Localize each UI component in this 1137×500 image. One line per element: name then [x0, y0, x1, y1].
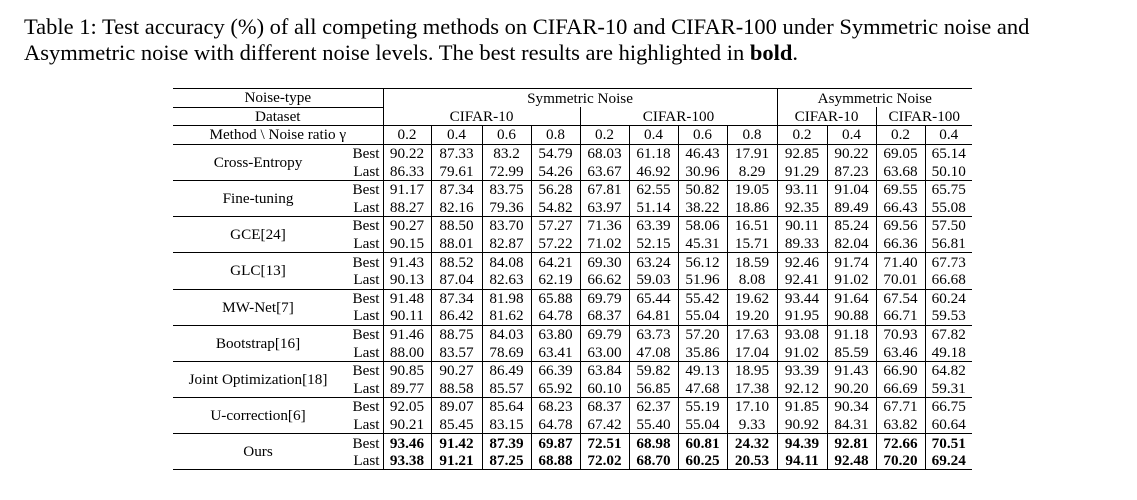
value-cell: 90.15 — [383, 235, 431, 253]
method-name: Cross-Entropy — [173, 144, 343, 180]
caption-text: Table 1: Test accuracy (%) of all competing methods on CIFAR-10 and CIFAR-100 under Symmetric noise and Asymmetric noise with different noise levels. The best results are highlighted in — [24, 14, 1030, 65]
value-cell: 70.20 — [876, 452, 925, 470]
value-cell: 91.02 — [777, 343, 827, 361]
caption-bold-word: bold — [749, 40, 793, 65]
dataset-label: Dataset — [173, 107, 383, 126]
value-cell: 63.97 — [580, 199, 629, 217]
value-cell: 64.82 — [925, 361, 972, 379]
asym-cifar10-header: CIFAR-10 — [777, 107, 876, 126]
value-cell: 89.77 — [383, 380, 431, 398]
value-cell: 46.92 — [629, 162, 678, 180]
value-cell: 94.39 — [777, 434, 827, 452]
value-cell: 91.74 — [827, 253, 876, 271]
table-row — [173, 217, 972, 235]
value-cell: 69.55 — [876, 180, 925, 198]
noise-ratio-cell: 0.4 — [925, 126, 972, 145]
dataset-row — [173, 107, 972, 126]
value-cell: 79.61 — [431, 162, 482, 180]
method-name: Ours — [173, 434, 343, 470]
results-table — [173, 88, 972, 470]
value-cell: 66.68 — [925, 271, 972, 289]
value-cell: 88.50 — [431, 217, 482, 235]
value-cell: 67.54 — [876, 289, 925, 307]
value-cell: 69.79 — [580, 325, 629, 343]
value-cell: 62.19 — [531, 271, 580, 289]
value-cell: 19.05 — [727, 180, 777, 198]
noise-type-row — [173, 89, 972, 108]
last-label: Last — [343, 416, 383, 434]
best-label: Best — [352, 362, 380, 380]
value-cell: 85.45 — [431, 416, 482, 434]
value-cell: 90.85 — [383, 361, 431, 379]
value-cell: 72.99 — [482, 162, 531, 180]
value-cell: 89.49 — [827, 199, 876, 217]
value-cell: 90.27 — [431, 361, 482, 379]
best-label: Best — [352, 434, 380, 452]
value-cell: 63.84 — [580, 361, 629, 379]
value-cell: 30.96 — [678, 162, 727, 180]
value-cell: 18.59 — [727, 253, 777, 271]
value-cell: 57.50 — [925, 217, 972, 235]
value-cell: 19.20 — [727, 307, 777, 325]
value-cell: 24.32 — [727, 434, 777, 452]
value-cell: 66.71 — [876, 307, 925, 325]
value-cell: 71.40 — [876, 253, 925, 271]
value-cell: 84.03 — [482, 325, 531, 343]
noise-type-label: Noise-type — [173, 89, 383, 108]
value-cell: 8.08 — [727, 271, 777, 289]
noise-ratio-cell: 0.2 — [876, 126, 925, 145]
noise-ratio-cell: 0.6 — [678, 126, 727, 145]
value-cell: 17.91 — [727, 144, 777, 162]
value-cell: 82.87 — [482, 235, 531, 253]
value-cell: 91.43 — [383, 253, 431, 271]
value-cell: 92.41 — [777, 271, 827, 289]
value-cell: 92.85 — [777, 144, 827, 162]
value-cell: 65.14 — [925, 144, 972, 162]
best-label: Best — [352, 145, 380, 163]
value-cell: 62.55 — [629, 180, 678, 198]
value-cell: 51.96 — [678, 271, 727, 289]
value-cell: 66.75 — [925, 398, 972, 416]
table-row — [173, 325, 972, 343]
value-cell: 63.39 — [629, 217, 678, 235]
value-cell: 47.08 — [629, 343, 678, 361]
value-cell: 17.10 — [727, 398, 777, 416]
value-cell: 91.29 — [777, 162, 827, 180]
method-name: U-correction[6] — [173, 398, 343, 434]
table-row — [173, 361, 972, 379]
value-cell: 9.33 — [727, 416, 777, 434]
value-cell: 90.11 — [383, 307, 431, 325]
value-cell: 86.42 — [431, 307, 482, 325]
value-cell: 49.13 — [678, 361, 727, 379]
value-cell: 87.34 — [431, 289, 482, 307]
method-name: MW-Net[7] — [173, 289, 343, 325]
value-cell: 69.24 — [925, 452, 972, 470]
value-cell: 8.29 — [727, 162, 777, 180]
table-caption — [24, 14, 1119, 66]
value-cell: 83.15 — [482, 416, 531, 434]
value-cell: 60.10 — [580, 380, 629, 398]
best-label: Best — [352, 398, 380, 416]
value-cell: 52.15 — [629, 235, 678, 253]
value-cell: 66.39 — [531, 361, 580, 379]
caption-suffix: . — [792, 40, 799, 65]
table-row — [173, 144, 972, 162]
value-cell: 69.05 — [876, 144, 925, 162]
value-cell: 64.21 — [531, 253, 580, 271]
value-cell: 51.14 — [629, 199, 678, 217]
value-cell: 67.82 — [925, 325, 972, 343]
value-cell: 18.95 — [727, 361, 777, 379]
value-cell: 90.88 — [827, 307, 876, 325]
table-row — [173, 434, 972, 452]
value-cell: 15.71 — [727, 235, 777, 253]
value-cell: 35.86 — [678, 343, 727, 361]
value-cell: 70.51 — [925, 434, 972, 452]
value-cell: 72.51 — [580, 434, 629, 452]
value-cell: 69.79 — [580, 289, 629, 307]
last-label: Last — [343, 343, 383, 361]
last-label: Last — [343, 235, 383, 253]
last-label: Last — [343, 452, 383, 470]
value-cell: 90.21 — [383, 416, 431, 434]
value-cell: 67.71 — [876, 398, 925, 416]
value-cell: 82.16 — [431, 199, 482, 217]
value-cell: 55.04 — [678, 307, 727, 325]
method-name: GCE[24] — [173, 217, 343, 253]
value-cell: 83.70 — [482, 217, 531, 235]
value-cell: 63.82 — [876, 416, 925, 434]
value-cell: 68.98 — [629, 434, 678, 452]
value-cell: 83.75 — [482, 180, 531, 198]
value-cell: 90.22 — [383, 144, 431, 162]
value-cell: 66.90 — [876, 361, 925, 379]
value-cell: 54.82 — [531, 199, 580, 217]
value-cell: 91.17 — [383, 180, 431, 198]
value-cell: 58.06 — [678, 217, 727, 235]
value-cell: 90.27 — [383, 217, 431, 235]
value-cell: 92.48 — [827, 452, 876, 470]
value-cell: 59.53 — [925, 307, 972, 325]
value-cell: 56.28 — [531, 180, 580, 198]
method-name: Joint Optimization[18] — [173, 361, 343, 397]
value-cell: 82.63 — [482, 271, 531, 289]
value-cell: 63.00 — [580, 343, 629, 361]
noise-ratio-cell: 0.2 — [580, 126, 629, 145]
value-cell: 94.11 — [777, 452, 827, 470]
noise-ratio-cell: 0.8 — [531, 126, 580, 145]
value-cell: 91.42 — [431, 434, 482, 452]
value-cell: 54.79 — [531, 144, 580, 162]
value-cell: 66.43 — [876, 199, 925, 217]
noise-ratio-cell: 0.2 — [383, 126, 431, 145]
value-cell: 63.73 — [629, 325, 678, 343]
value-cell: 68.37 — [580, 398, 629, 416]
value-cell: 87.04 — [431, 271, 482, 289]
value-cell: 18.86 — [727, 199, 777, 217]
value-cell: 56.85 — [629, 380, 678, 398]
value-cell: 91.43 — [827, 361, 876, 379]
method-noise-ratio-label: Method \ Noise ratio γ — [173, 126, 383, 145]
best-label: Best — [352, 217, 380, 235]
value-cell: 17.38 — [727, 380, 777, 398]
value-cell: 90.11 — [777, 217, 827, 235]
value-cell: 87.25 — [482, 452, 531, 470]
value-cell: 68.23 — [531, 398, 580, 416]
noise-ratio-cell: 0.2 — [777, 126, 827, 145]
noise-ratio-cell: 0.6 — [482, 126, 531, 145]
value-cell: 47.68 — [678, 380, 727, 398]
value-cell: 50.10 — [925, 162, 972, 180]
value-cell: 55.40 — [629, 416, 678, 434]
value-cell: 84.08 — [482, 253, 531, 271]
value-cell: 90.34 — [827, 398, 876, 416]
value-cell: 65.88 — [531, 289, 580, 307]
value-cell: 87.23 — [827, 162, 876, 180]
last-label: Last — [343, 199, 383, 217]
method-name: GLC[13] — [173, 253, 343, 289]
value-cell: 38.22 — [678, 199, 727, 217]
value-cell: 90.13 — [383, 271, 431, 289]
value-cell: 60.25 — [678, 452, 727, 470]
value-cell: 60.24 — [925, 289, 972, 307]
value-cell: 57.20 — [678, 325, 727, 343]
value-cell: 70.01 — [876, 271, 925, 289]
value-cell: 91.95 — [777, 307, 827, 325]
value-cell: 88.01 — [431, 235, 482, 253]
value-cell: 63.46 — [876, 343, 925, 361]
asymmetric-noise-header: Asymmetric Noise — [777, 89, 972, 108]
value-cell: 91.85 — [777, 398, 827, 416]
value-cell: 61.18 — [629, 144, 678, 162]
value-cell: 92.05 — [383, 398, 431, 416]
value-cell: 19.62 — [727, 289, 777, 307]
value-cell: 60.64 — [925, 416, 972, 434]
value-cell: 72.66 — [876, 434, 925, 452]
table-row — [173, 180, 972, 198]
value-cell: 88.52 — [431, 253, 482, 271]
value-cell: 65.44 — [629, 289, 678, 307]
value-cell: 60.81 — [678, 434, 727, 452]
value-cell: 59.03 — [629, 271, 678, 289]
value-cell: 64.78 — [531, 307, 580, 325]
value-cell: 72.02 — [580, 452, 629, 470]
value-cell: 79.36 — [482, 199, 531, 217]
value-cell: 91.64 — [827, 289, 876, 307]
best-label: Best — [352, 253, 380, 271]
table-row — [173, 253, 972, 271]
value-cell: 46.43 — [678, 144, 727, 162]
value-cell: 49.18 — [925, 343, 972, 361]
value-cell: 64.81 — [629, 307, 678, 325]
value-cell: 85.64 — [482, 398, 531, 416]
value-cell: 93.11 — [777, 180, 827, 198]
value-cell: 88.27 — [383, 199, 431, 217]
value-cell: 56.12 — [678, 253, 727, 271]
value-cell: 85.24 — [827, 217, 876, 235]
value-cell: 91.21 — [431, 452, 482, 470]
value-cell: 91.18 — [827, 325, 876, 343]
value-cell: 88.58 — [431, 380, 482, 398]
value-cell: 86.49 — [482, 361, 531, 379]
value-cell: 20.53 — [727, 452, 777, 470]
value-cell: 57.22 — [531, 235, 580, 253]
value-cell: 68.70 — [629, 452, 678, 470]
value-cell: 56.81 — [925, 235, 972, 253]
value-cell: 63.68 — [876, 162, 925, 180]
method-name: Fine-tuning — [173, 180, 343, 216]
value-cell: 85.57 — [482, 380, 531, 398]
value-cell: 66.36 — [876, 235, 925, 253]
value-cell: 93.39 — [777, 361, 827, 379]
value-cell: 68.88 — [531, 452, 580, 470]
value-cell: 93.38 — [383, 452, 431, 470]
last-label: Last — [343, 307, 383, 325]
value-cell: 78.69 — [482, 343, 531, 361]
value-cell: 65.92 — [531, 380, 580, 398]
value-cell: 63.80 — [531, 325, 580, 343]
value-cell: 63.67 — [580, 162, 629, 180]
value-cell: 66.69 — [876, 380, 925, 398]
last-label: Last — [343, 380, 383, 398]
value-cell: 85.59 — [827, 343, 876, 361]
value-cell: 70.93 — [876, 325, 925, 343]
method-name: Bootstrap[16] — [173, 325, 343, 361]
value-cell: 90.92 — [777, 416, 827, 434]
value-cell: 16.51 — [727, 217, 777, 235]
value-cell: 63.41 — [531, 343, 580, 361]
value-cell: 83.57 — [431, 343, 482, 361]
value-cell: 92.81 — [827, 434, 876, 452]
value-cell: 67.42 — [580, 416, 629, 434]
value-cell: 66.62 — [580, 271, 629, 289]
value-cell: 67.73 — [925, 253, 972, 271]
noise-ratio-cell: 0.4 — [431, 126, 482, 145]
value-cell: 87.33 — [431, 144, 482, 162]
symmetric-noise-header: Symmetric Noise — [383, 89, 777, 108]
best-label: Best — [352, 326, 380, 344]
value-cell: 81.62 — [482, 307, 531, 325]
value-cell: 86.33 — [383, 162, 431, 180]
value-cell: 62.37 — [629, 398, 678, 416]
value-cell: 90.22 — [827, 144, 876, 162]
value-cell: 45.31 — [678, 235, 727, 253]
value-cell: 69.30 — [580, 253, 629, 271]
value-cell: 17.63 — [727, 325, 777, 343]
value-cell: 91.02 — [827, 271, 876, 289]
value-cell: 89.07 — [431, 398, 482, 416]
value-cell: 59.82 — [629, 361, 678, 379]
value-cell: 82.04 — [827, 235, 876, 253]
value-cell: 91.48 — [383, 289, 431, 307]
value-cell: 93.46 — [383, 434, 431, 452]
value-cell: 91.04 — [827, 180, 876, 198]
value-cell: 89.33 — [777, 235, 827, 253]
table-row — [173, 289, 972, 307]
value-cell: 55.19 — [678, 398, 727, 416]
value-cell: 92.35 — [777, 199, 827, 217]
table-row — [173, 398, 972, 416]
noise-ratio-cell: 0.8 — [727, 126, 777, 145]
last-label: Last — [343, 162, 383, 180]
noise-ratio-row — [173, 126, 972, 145]
value-cell: 88.75 — [431, 325, 482, 343]
value-cell: 59.31 — [925, 380, 972, 398]
value-cell: 92.12 — [777, 380, 827, 398]
last-label: Last — [343, 271, 383, 289]
value-cell: 69.87 — [531, 434, 580, 452]
noise-ratio-cell: 0.4 — [629, 126, 678, 145]
value-cell: 84.31 — [827, 416, 876, 434]
value-cell: 68.37 — [580, 307, 629, 325]
value-cell: 71.02 — [580, 235, 629, 253]
value-cell: 68.03 — [580, 144, 629, 162]
value-cell: 87.39 — [482, 434, 531, 452]
value-cell: 93.44 — [777, 289, 827, 307]
value-cell: 67.81 — [580, 180, 629, 198]
best-label: Best — [352, 181, 380, 199]
value-cell: 69.56 — [876, 217, 925, 235]
value-cell: 91.46 — [383, 325, 431, 343]
sym-cifar10-header: CIFAR-10 — [383, 107, 580, 126]
value-cell: 64.78 — [531, 416, 580, 434]
value-cell: 55.42 — [678, 289, 727, 307]
value-cell: 57.27 — [531, 217, 580, 235]
value-cell: 93.08 — [777, 325, 827, 343]
value-cell: 83.2 — [482, 144, 531, 162]
value-cell: 17.04 — [727, 343, 777, 361]
value-cell: 54.26 — [531, 162, 580, 180]
value-cell: 87.34 — [431, 180, 482, 198]
noise-ratio-cell: 0.4 — [827, 126, 876, 145]
value-cell: 92.46 — [777, 253, 827, 271]
value-cell: 90.20 — [827, 380, 876, 398]
value-cell: 65.75 — [925, 180, 972, 198]
value-cell: 50.82 — [678, 180, 727, 198]
value-cell: 55.04 — [678, 416, 727, 434]
value-cell: 81.98 — [482, 289, 531, 307]
value-cell: 88.00 — [383, 343, 431, 361]
best-label: Best — [352, 289, 380, 307]
value-cell: 63.24 — [629, 253, 678, 271]
asym-cifar100-header: CIFAR-100 — [876, 107, 972, 126]
sym-cifar100-header: CIFAR-100 — [580, 107, 777, 126]
value-cell: 71.36 — [580, 217, 629, 235]
value-cell: 55.08 — [925, 199, 972, 217]
